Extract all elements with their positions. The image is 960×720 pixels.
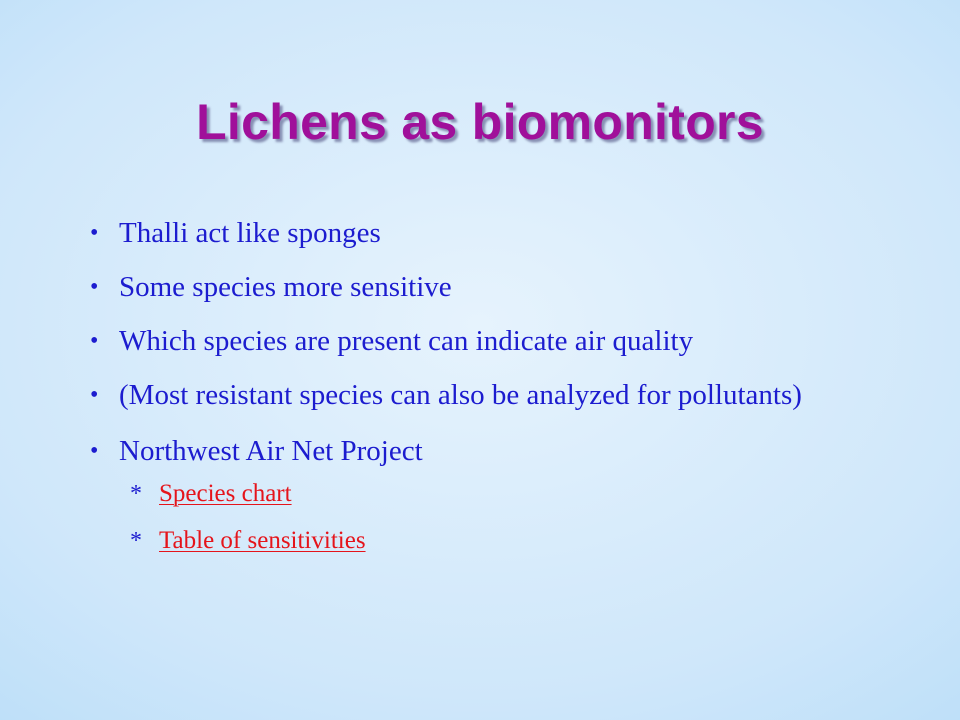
sub-bullet-star: * bbox=[130, 481, 142, 507]
bullet-text: Some species more sensitive bbox=[119, 271, 452, 303]
bullet-dot: • bbox=[90, 274, 99, 300]
sub-item bbox=[90, 479, 870, 509]
bullet-text: Thalli act like sponges bbox=[119, 217, 381, 249]
bullet-item bbox=[90, 215, 870, 251]
bullet-item bbox=[90, 323, 870, 359]
bullet-text: (Most resistant species can also be analyzed for pollutants) bbox=[119, 379, 802, 411]
sub-bullet-star: * bbox=[130, 528, 142, 554]
bullet-dot: • bbox=[90, 382, 99, 408]
table-of-sensitivities-link[interactable]: Table of sensitivities bbox=[159, 527, 366, 554]
slide-title: Lichens as biomonitors bbox=[196, 94, 764, 150]
sub-item bbox=[90, 526, 870, 556]
bullet-dot: • bbox=[90, 328, 99, 354]
bullet-item bbox=[90, 377, 870, 413]
bullet-item bbox=[90, 433, 870, 469]
bullet-dot: • bbox=[90, 220, 99, 246]
bullet-text: Which species are present can indicate air quality bbox=[119, 325, 694, 357]
bullet-item bbox=[90, 269, 870, 305]
bullet-text: Northwest Air Net Project bbox=[119, 435, 423, 467]
species-chart-link[interactable]: Species chart bbox=[159, 480, 292, 507]
bullet-dot: • bbox=[90, 438, 99, 464]
bullet-list bbox=[90, 215, 870, 573]
